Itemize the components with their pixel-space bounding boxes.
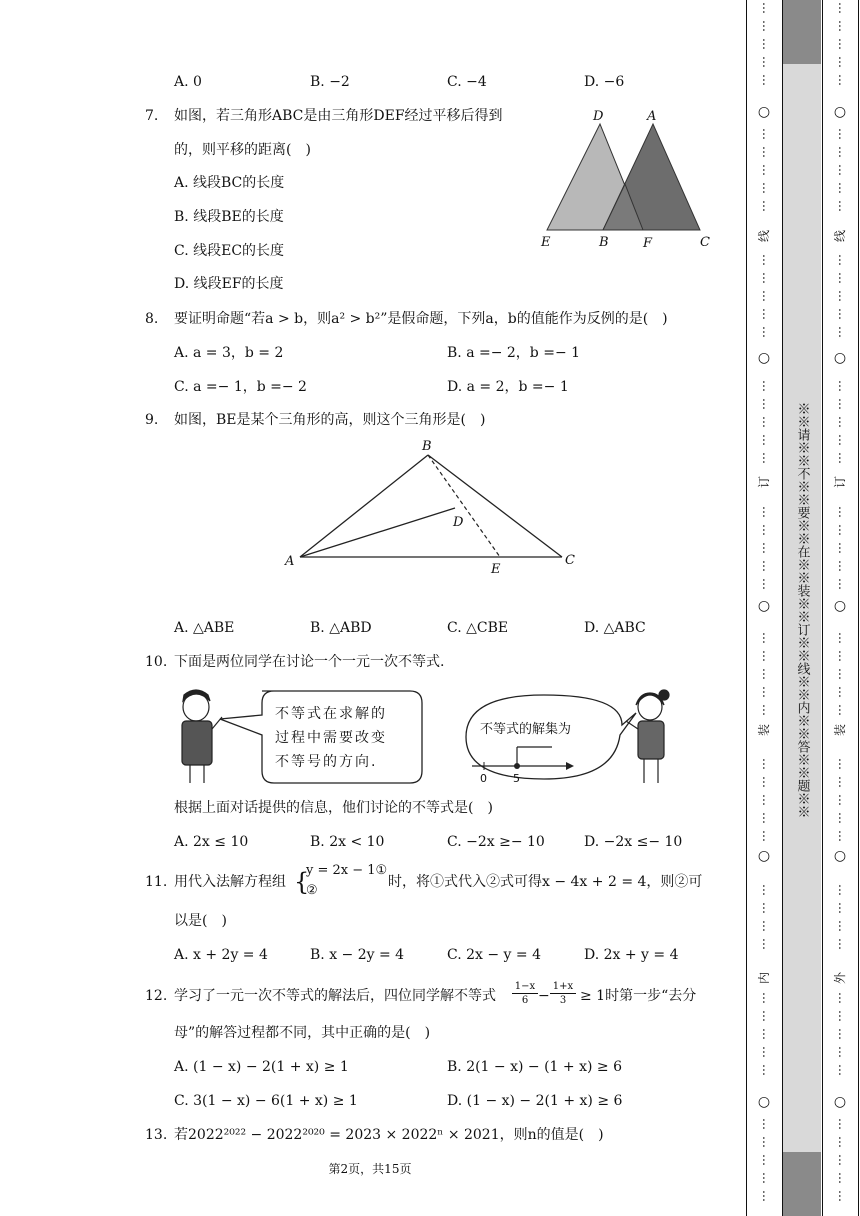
inner-dot-icon: ⋯ (833, 1136, 847, 1148)
inner-dot-icon: ⋯ (833, 326, 847, 338)
q13-stem: 若2022²⁰²² − 2022²⁰²⁰ = 2023 × 2022ⁿ × 2021，则n的值是( ) (174, 1127, 604, 1143)
number-line-label-0: 0 (480, 772, 487, 785)
outer-dot-icon: ⋯ (757, 1172, 771, 1184)
q9-label-c: C (565, 553, 575, 568)
outer-dot-icon: ⋯ (757, 920, 771, 932)
inner-dot-icon: ⋯ (833, 434, 847, 446)
outer-circle-icon: ○ (757, 598, 771, 614)
outer-dot-icon: ⋯ (757, 452, 771, 464)
inner-dot-icon: ⋯ (833, 578, 847, 590)
outer-dot-icon: ⋯ (757, 1046, 771, 1058)
inner-dotted-column (830, 0, 850, 1216)
q12-stem-part2: ≥ 1时第一步“去分 (580, 988, 697, 1004)
inner-dot-icon: ⋯ (833, 1046, 847, 1058)
outer-label: 订 (757, 476, 771, 489)
q7-label-d: D (593, 109, 604, 124)
fraction-2-denominator: 3 (559, 995, 567, 1006)
q11-stem-part2: 时，将①式代入②式可得x − 4x + 2 = 4，则②可 (388, 874, 703, 890)
warning-band (783, 0, 821, 1216)
outer-dot-icon: ⋯ (757, 794, 771, 806)
inner-dot-icon: ⋯ (833, 254, 847, 266)
q12-fraction-1 (512, 980, 538, 1007)
inner-dot-icon: ⋯ (833, 524, 847, 536)
outer-dot-icon: ⋯ (757, 992, 771, 1004)
q6-option-b: B. −2 (310, 74, 350, 90)
inner-dot-icon: ⋯ (833, 2, 847, 14)
margin-line-outer-left (746, 0, 747, 1216)
inner-dot-icon: ⋯ (833, 632, 847, 644)
bubble-left-line1: 不等式在求解的 (275, 706, 387, 722)
band-top-block (783, 0, 821, 64)
q9-label-e: E (491, 562, 501, 575)
inner-dot-icon: ⋯ (833, 1010, 847, 1022)
fraction-1-numerator: 1−x (512, 980, 538, 994)
q7-translation-figure (535, 104, 720, 254)
outer-dot-icon: ⋯ (757, 578, 771, 590)
q12-minus: − (538, 988, 550, 1004)
q10-option-d: D. −2x ≤− 10 (584, 834, 683, 850)
outer-dot-icon: ⋯ (757, 668, 771, 680)
q7-stem-line2: 的，则平移的距离( ) (174, 142, 311, 158)
q9-number: 9. (145, 412, 159, 428)
outer-dot-icon: ⋯ (757, 272, 771, 284)
inner-dot-icon: ⋯ (833, 1118, 847, 1130)
inner-dot-icon: ⋯ (833, 1154, 847, 1166)
inner-circle-icon: ○ (833, 104, 847, 120)
outer-dot-icon: ⋯ (757, 290, 771, 302)
outer-dot-icon: ⋯ (757, 704, 771, 716)
inner-dot-icon: ⋯ (833, 794, 847, 806)
q7-label-f: F (643, 236, 653, 251)
inner-dot-icon: ⋯ (833, 74, 847, 86)
q11-system-brace: { (294, 868, 310, 896)
q9-option-d: D. △ABC (584, 620, 646, 636)
outer-dot-icon: ⋯ (757, 146, 771, 158)
outer-dot-icon: ⋯ (757, 830, 771, 842)
q8-stem: 要证明命题“若a > b，则a² > b²”是假命题，下列a，b的值能作为反例的是( ) (174, 311, 668, 327)
outer-dot-icon: ⋯ (757, 434, 771, 446)
inner-label: 外 (833, 972, 847, 985)
outer-dot-icon: ⋯ (757, 182, 771, 194)
bubble-left-line2: 过程中需要改变 (275, 730, 387, 746)
girl-figure-icon (626, 690, 669, 783)
number-line-label-5: 5 (513, 772, 520, 785)
q8-option-d: D. a = 2，b =− 1 (447, 379, 569, 395)
q12-stem-part1: 学习了一元一次不等式的解法后，四位同学解不等式 (174, 988, 496, 1004)
inner-dot-icon: ⋯ (833, 938, 847, 950)
q6-option-c: C. −4 (447, 74, 487, 90)
margin-line-inner-right (858, 0, 859, 1216)
outer-label: 线 (757, 230, 771, 243)
q11-equation-1: y = 2x − 1① (306, 863, 388, 878)
fraction-2-numerator: 1+x (550, 980, 576, 994)
outer-dot-icon: ⋯ (757, 254, 771, 266)
outer-dot-icon: ⋯ (757, 560, 771, 572)
q7-option-b: B. 线段BE的长度 (174, 209, 284, 225)
q12-option-c: C. 3(1 − x) − 6(1 + x) ≥ 1 (174, 1093, 358, 1109)
q11-option-b: B. x − 2y = 4 (310, 947, 405, 963)
q9-option-b: B. △ABD (310, 620, 372, 636)
band-bottom-block (783, 1152, 821, 1216)
inner-circle-icon: ○ (833, 598, 847, 614)
bubble-right-text: 不等式的解集为 (480, 722, 572, 737)
inner-circle-icon: ○ (833, 350, 847, 366)
outer-dot-icon: ⋯ (757, 74, 771, 86)
outer-dot-icon: ⋯ (757, 380, 771, 392)
inner-dot-icon: ⋯ (833, 830, 847, 842)
inner-dot-icon: ⋯ (833, 1172, 847, 1184)
inner-dot-icon: ⋯ (833, 884, 847, 896)
q9-option-c: C. △CBE (447, 620, 509, 636)
inner-dot-icon: ⋯ (833, 560, 847, 572)
q6-option-a: A. 0 (174, 74, 202, 90)
q8-option-b: B. a =− 2，b =− 1 (447, 345, 581, 361)
q7-label-c: C (700, 235, 710, 250)
inner-circle-icon: ○ (833, 1094, 847, 1110)
q11-option-a: A. x + 2y = 4 (174, 947, 268, 963)
q12-stem-line2: 母”的解答过程都不同，其中正确的是( ) (174, 1025, 431, 1041)
outer-dot-icon: ⋯ (757, 1190, 771, 1202)
q7-option-a: A. 线段BC的长度 (174, 175, 285, 191)
inner-dot-icon: ⋯ (833, 542, 847, 554)
outer-dot-icon: ⋯ (757, 128, 771, 140)
inner-dot-icon: ⋯ (833, 506, 847, 518)
q10-number: 10. (145, 654, 168, 670)
q12-fraction-2 (550, 980, 576, 1007)
outer-dot-icon: ⋯ (757, 1136, 771, 1148)
outer-dot-icon: ⋯ (757, 200, 771, 212)
inner-dot-icon: ⋯ (833, 272, 847, 284)
inner-dot-icon: ⋯ (833, 56, 847, 68)
outer-dot-icon: ⋯ (757, 20, 771, 32)
inner-dot-icon: ⋯ (833, 20, 847, 32)
q9-triangle-figure (280, 435, 580, 575)
q12-number: 12. (145, 988, 168, 1004)
inner-dot-icon: ⋯ (833, 128, 847, 140)
inner-dot-icon: ⋯ (833, 704, 847, 716)
q7-label-e: E (541, 235, 551, 250)
q11-stem-line2: 以是( ) (174, 913, 227, 929)
inner-dot-icon: ⋯ (833, 200, 847, 212)
boy-figure-icon (182, 690, 222, 783)
inner-dot-icon: ⋯ (833, 308, 847, 320)
inner-dot-icon: ⋯ (833, 650, 847, 662)
q7-stem-line1: 如图，若三角形ABC是由三角形DEF经过平移后得到 (174, 108, 503, 124)
outer-circle-icon: ○ (757, 848, 771, 864)
inner-dot-icon: ⋯ (833, 776, 847, 788)
outer-dot-icon: ⋯ (757, 632, 771, 644)
inner-dot-icon: ⋯ (833, 182, 847, 194)
inner-dot-icon: ⋯ (833, 686, 847, 698)
inner-dot-icon: ⋯ (833, 452, 847, 464)
outer-dot-icon: ⋯ (757, 164, 771, 176)
inner-label: 线 (833, 230, 847, 243)
q10-option-c: C. −2x ≥− 10 (447, 834, 545, 850)
inner-label: 订 (833, 476, 847, 489)
inner-dot-icon: ⋯ (833, 290, 847, 302)
outer-dot-icon: ⋯ (757, 938, 771, 950)
q7-option-d: D. 线段EF的长度 (174, 276, 284, 292)
q9-label-d: D (453, 515, 464, 530)
q7-option-c: C. 线段EC的长度 (174, 243, 285, 259)
outer-dot-icon: ⋯ (757, 1028, 771, 1040)
outer-circle-icon: ○ (757, 1094, 771, 1110)
q8-option-a: A. a = 3，b = 2 (174, 345, 284, 361)
outer-dot-icon: ⋯ (757, 2, 771, 14)
inner-dot-icon: ⋯ (833, 812, 847, 824)
q13-number: 13. (145, 1127, 168, 1143)
outer-dot-icon: ⋯ (757, 686, 771, 698)
outer-dot-icon: ⋯ (757, 326, 771, 338)
outer-dot-icon: ⋯ (757, 398, 771, 410)
inner-circle-icon: ○ (833, 848, 847, 864)
page-footer: 第2页，共15页 (328, 1162, 412, 1176)
outer-dot-icon: ⋯ (757, 902, 771, 914)
margin-line-inner-left (822, 0, 823, 1216)
q11-number: 11. (145, 874, 168, 890)
bubble-left-line3: 不等号的方向. (275, 754, 378, 770)
q10-stem: 下面是两位同学在讨论一个一元一次不等式. (174, 654, 445, 670)
q12-option-a: A. (1 − x) − 2(1 + x) ≥ 1 (174, 1059, 349, 1075)
q8-option-c: C. a =− 1，b =− 2 (174, 379, 307, 395)
inner-dot-icon: ⋯ (833, 398, 847, 410)
outer-dot-icon: ⋯ (757, 1154, 771, 1166)
outer-dot-icon: ⋯ (757, 308, 771, 320)
q7-label-b: B (599, 235, 609, 250)
inner-dot-icon: ⋯ (833, 920, 847, 932)
outer-dot-icon: ⋯ (757, 884, 771, 896)
inner-dot-icon: ⋯ (833, 758, 847, 770)
outer-dot-icon: ⋯ (757, 650, 771, 662)
inner-dot-icon: ⋯ (833, 992, 847, 1004)
inner-dot-icon: ⋯ (833, 668, 847, 680)
outer-circle-icon: ○ (757, 104, 771, 120)
q7-label-a: A (647, 109, 657, 124)
inner-dot-icon: ⋯ (833, 1190, 847, 1202)
outer-dotted-column (754, 0, 774, 1216)
q12-option-d: D. (1 − x) − 2(1 + x) ≥ 6 (447, 1093, 623, 1109)
q11-equation-2: ② (306, 883, 318, 898)
q10-option-b: B. 2x < 10 (310, 834, 385, 850)
q9-label-a: A (285, 554, 295, 569)
q7-number: 7. (145, 108, 159, 124)
fraction-1-denominator: 6 (521, 995, 529, 1006)
q11-option-d: D. 2x + y = 4 (584, 947, 679, 963)
q11-stem-part1: 用代入法解方程组 (174, 874, 286, 890)
inner-dot-icon: ⋯ (833, 164, 847, 176)
q9-label-b: B (422, 439, 432, 454)
q8-number: 8. (145, 311, 159, 327)
q6-option-d: D. −6 (584, 74, 625, 90)
outer-dot-icon: ⋯ (757, 776, 771, 788)
inner-dot-icon: ⋯ (833, 902, 847, 914)
outer-dot-icon: ⋯ (757, 416, 771, 428)
outer-label: 装 (757, 724, 771, 737)
outer-dot-icon: ⋯ (757, 542, 771, 554)
inner-dot-icon: ⋯ (833, 38, 847, 50)
outer-dot-icon: ⋯ (757, 506, 771, 518)
no-answer-warning: ※※请※※不※※要※※在※※装※※订※※线※※内※※答※※题※※ (794, 402, 810, 818)
outer-dot-icon: ⋯ (757, 56, 771, 68)
q10-dialogue-illustration (174, 685, 674, 790)
q10-option-a: A. 2x ≤ 10 (174, 834, 249, 850)
q9-option-a: A. △ABE (174, 620, 235, 636)
outer-dot-icon: ⋯ (757, 812, 771, 824)
outer-dot-icon: ⋯ (757, 38, 771, 50)
outer-dot-icon: ⋯ (757, 1064, 771, 1076)
outer-circle-icon: ○ (757, 350, 771, 366)
outer-dot-icon: ⋯ (757, 758, 771, 770)
inner-dot-icon: ⋯ (833, 1064, 847, 1076)
inner-dot-icon: ⋯ (833, 1028, 847, 1040)
q12-option-b: B. 2(1 − x) − (1 + x) ≥ 6 (447, 1059, 622, 1075)
q10-stem-line2: 根据上面对话提供的信息，他们讨论的不等式是( ) (174, 800, 493, 816)
inner-label: 装 (833, 724, 847, 737)
inner-dot-icon: ⋯ (833, 380, 847, 392)
outer-label: 内 (757, 972, 771, 985)
outer-dot-icon: ⋯ (757, 1010, 771, 1022)
q11-option-c: C. 2x − y = 4 (447, 947, 541, 963)
q9-stem: 如图，BE是某个三角形的高，则这个三角形是( ) (174, 412, 486, 428)
inner-dot-icon: ⋯ (833, 146, 847, 158)
outer-dot-icon: ⋯ (757, 524, 771, 536)
outer-dot-icon: ⋯ (757, 1118, 771, 1130)
inner-dot-icon: ⋯ (833, 416, 847, 428)
